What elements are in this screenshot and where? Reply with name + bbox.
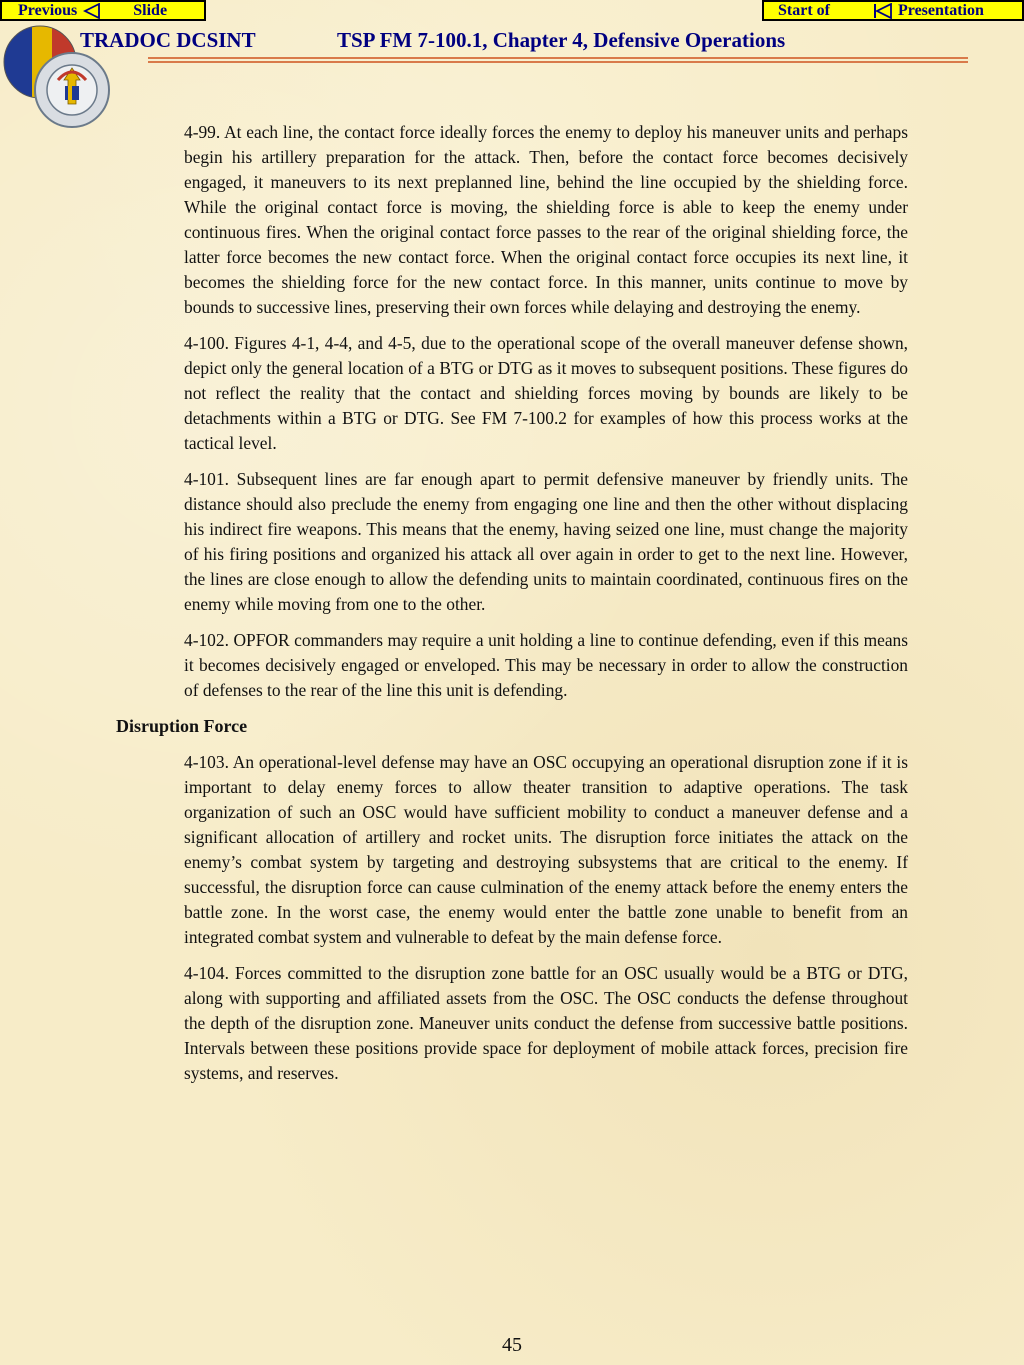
paragraph-4-103: 4-103. An operational-level defense may have an OSC occupying an operational disruption zone if it is important to delay enemy forces to allow theater transition to adaptive operations. The task organization of such an OSC would have sufficient mobility to conduct a maneuver defense and a significant allocation of artillery and rocket units. The disruption force initiates the attack on the enemy’s combat system by targeting and destroying subsystems that are critical to the enemy. If successful, the disruption force can cause culmination of the enemy attack before the enemy enters the battle zone. In the worst case, the enemy would enter the battle zone unable to benefit from an integrated combat system and vulnerable to defeat by the main defense force. — [184, 752, 908, 947]
paragraph-4-102: 4-102. OPFOR commanders may require a unit holding a line to continue defending, even if this means it becomes decisively engaged or enveloped. This may be necessary in order to allow the construction of defenses to the rear of the line this unit is defending. — [184, 630, 908, 700]
previous-label: Previous — [18, 1, 78, 19]
header-divider — [148, 57, 968, 64]
paragraph-4-99: 4-99. At each line, the contact force ideally forces the enemy to deploy his maneuver units and perhaps begin his artillery preparation for the attack. Then, before the contact force becomes decisively engaged, it maneuvers to its next preplanned line, behind the line occupied by the shielding force. While the original contact force is moving, the shielding force is able to keep the enemy under continuous fires. When the original contact force passes to the rear of the original shielding force, the latter force becomes the new contact force. When the original contact force occupies its next line, it becomes the shielding force for the new contact force. In this manner, units continue to move by bounds to successive lines, preserving their own forces while delaying and destroying the enemy. — [184, 122, 908, 317]
slide-label: Slide — [133, 1, 168, 19]
start-label: Start of — [778, 1, 830, 19]
section-heading: Disruption Force — [116, 716, 248, 736]
start-of-presentation-button[interactable] — [762, 0, 1024, 21]
paragraph-4-104: 4-104. Forces committed to the disruption zone battle for an OSC usually would be a BTG or DTG, along with supporting and affiliated assets from the OSC. The OSC conducts the defense throughout the depth of the disruption zone. Maneuver units conduct the defense from successive battle positions. Intervals between these positions provide space for deployment of mobile attack forces, precision fire systems, and reserves. — [184, 963, 908, 1083]
paragraph-4-100: 4-100. Figures 4-1, 4-4, and 4-5, due to the operational scope of the overall maneuver defense shown, depict only the general location of a BTG or DTG as it moves to subsequent positions. These figures do not reflect the reality that the contact and shielding forces moving by bounds are likely to be detachments within a BTG or DTG. See FM 7-100.2 for examples of how this process works at the tactical level. — [184, 333, 908, 453]
tradoc-logo — [2, 24, 114, 128]
page-number: 45 — [502, 1334, 522, 1356]
header-title: TSP FM 7-100.1, Chapter 4, Defensive Operations — [337, 28, 786, 52]
page-header — [80, 28, 840, 53]
previous-slide-button[interactable] — [0, 0, 206, 21]
presentation-label: Presentation — [897, 1, 984, 19]
skip-to-start-icon — [872, 3, 894, 19]
header-org: TRADOC DCSINT — [80, 28, 256, 52]
triangle-left-icon — [83, 3, 101, 19]
paragraph-4-101: 4-101. Subsequent lines are far enough apart to permit defensive maneuver by friendly units. The distance should also preclude the enemy from engaging one line and then the other without displacing his indirect fire weapons. This means that the enemy, having seized one line, must change the majority of his firing positions and organized his attack all over again in order to get to the next line. However, the lines are close enough to allow the defending units to maintain coordinated, continuous fires on the enemy while moving from one to the other. — [184, 469, 908, 614]
document-body — [116, 120, 908, 1097]
